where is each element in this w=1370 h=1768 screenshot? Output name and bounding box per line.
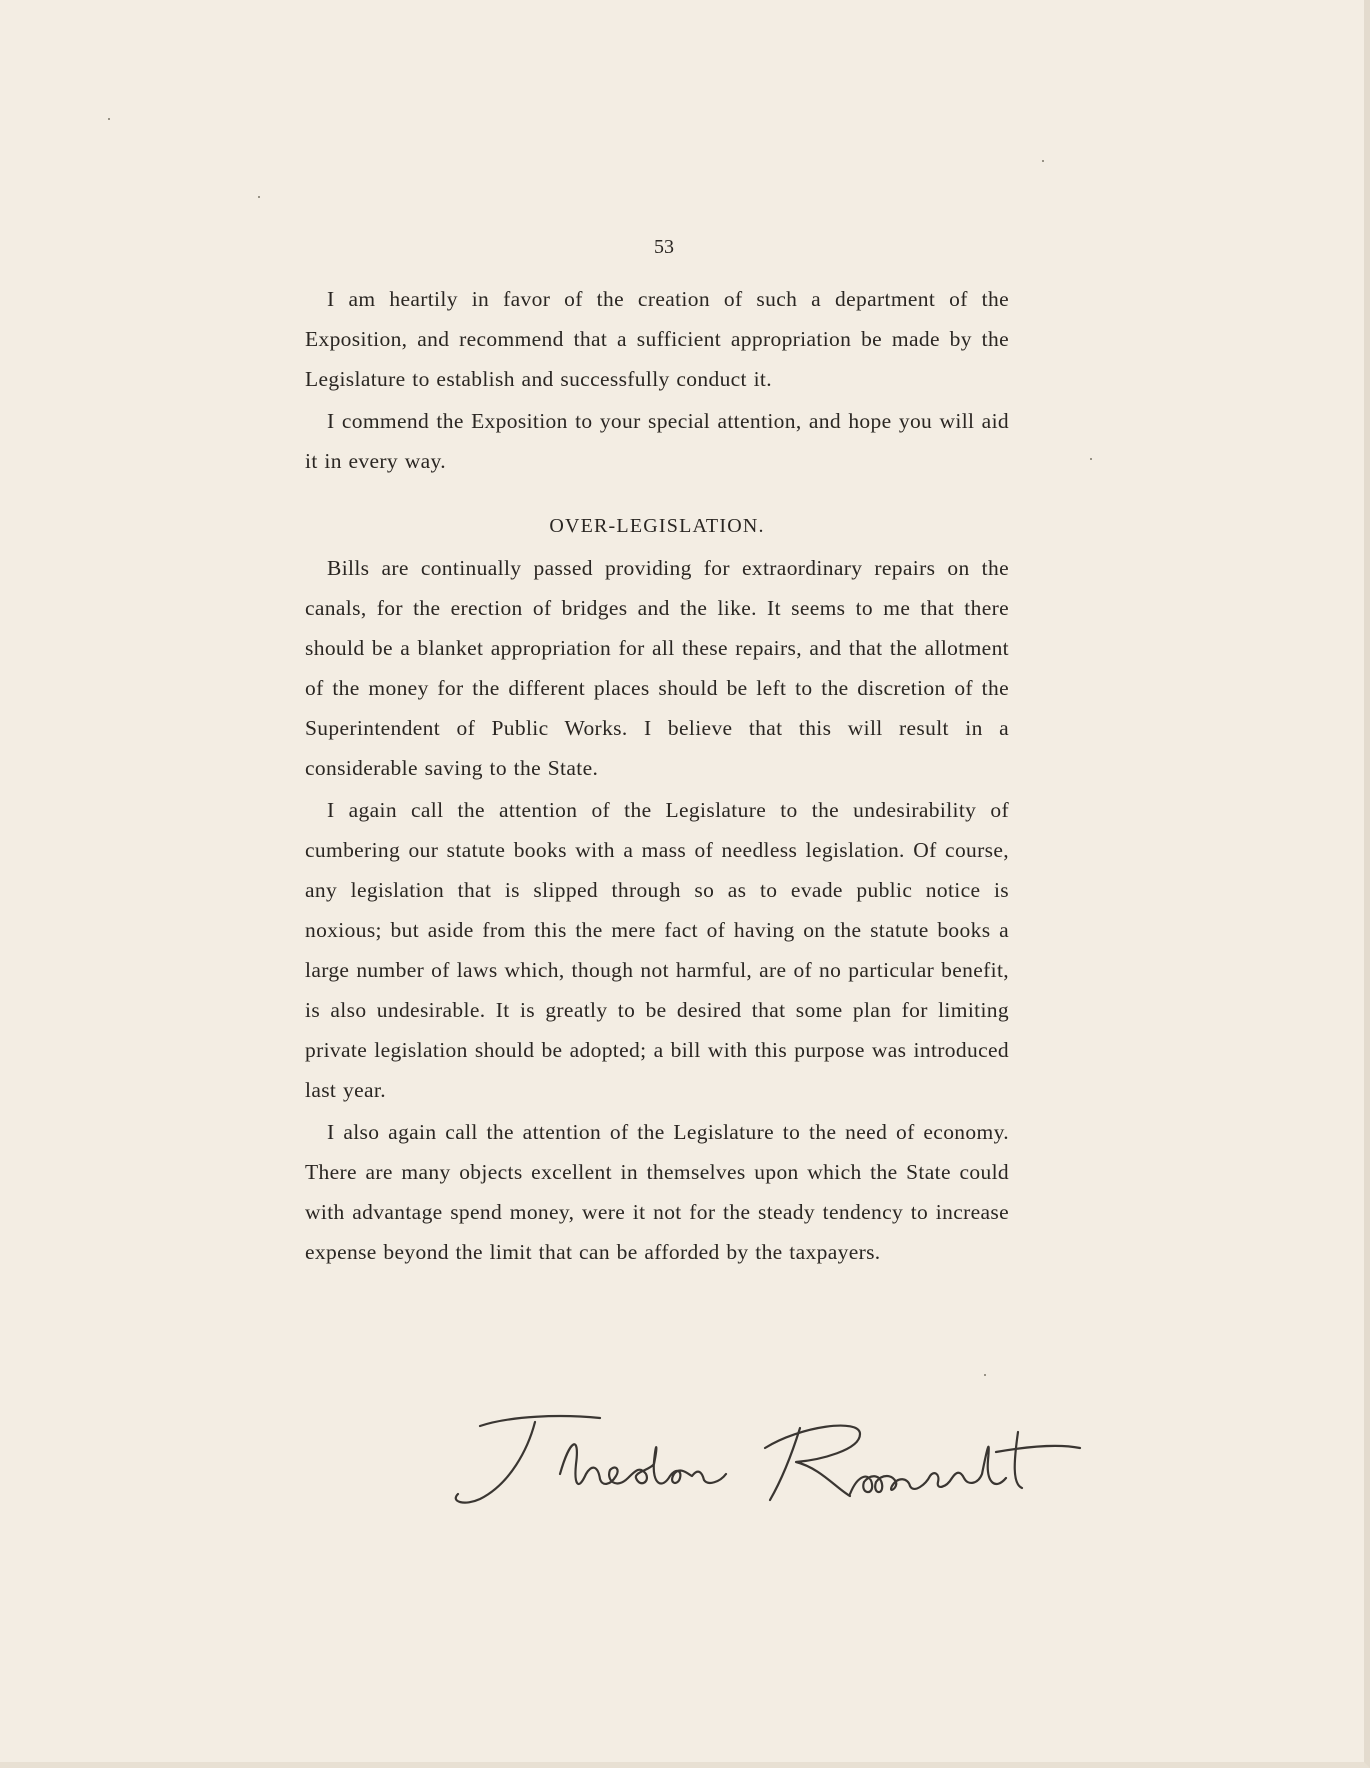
paper-speck [1042, 160, 1044, 162]
paragraph: Bills are continually passed providing for extraordinary repairs on the canals, for the erection of bridges and the like. It seems to me that there should be a blanket appropriation for all these repairs, and that the allotment of the money for the different places should be left to the discretion of the Superintendent of Public Works. I believe that this will result in a considerable saving to the State. [305, 556, 1009, 780]
signature [440, 1404, 1090, 1524]
paragraph: I also again call the attention of the Legislature to the need of economy. There are many objects excellent in themselves upon which the State could with advantage spend money, were it not for the steady tendency to increase expense beyond the limit that can be afforded by the taxpayers. [305, 1120, 1009, 1264]
text-block [305, 236, 1009, 1274]
paragraph: I am heartily in favor of the creation of such a department of the Exposition, and recommend that a sufficient appropriation be made by the Legislature to establish and successfully conduct it. [305, 287, 1009, 391]
paragraph: I commend the Exposition to your special attention, and hope you will aid it in every way. [305, 409, 1009, 473]
paper-speck [258, 196, 260, 198]
page-number: 53 [654, 236, 674, 258]
paper-speck [1090, 458, 1092, 460]
paper-speck [984, 1374, 986, 1376]
section-heading: OVER-LEGISLATION. [549, 515, 765, 537]
paragraph: I again call the attention of the Legislature to the undesirability of cumbering our statute books with a mass of needless legislation. Of course, any legislation that is slipped through so as to evade public notice is noxious; but aside from this the mere fact of having on the statute books a large number of laws which, though not harmful, are of no particular benefit, is also undesirable. It is greatly to be desired that some plan for limiting private legislation should be adopted; a bill with this purpose was introduced last year. [305, 798, 1009, 1102]
paper-speck [108, 118, 110, 120]
